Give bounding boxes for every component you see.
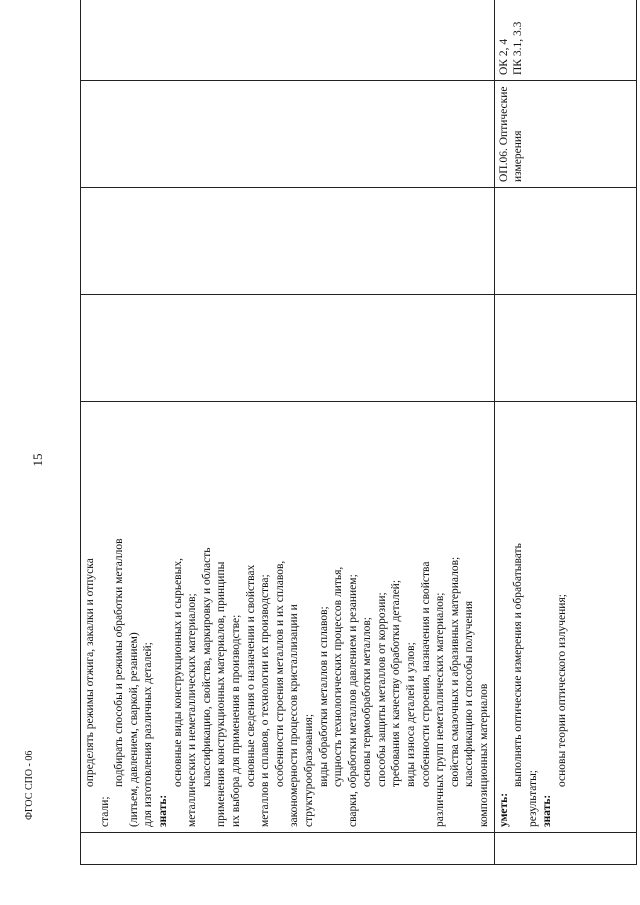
table-cell-requirements (81, 402, 495, 833)
requirement-line: применения конструкционных материалов, принципы (215, 561, 228, 827)
discipline-name: ОП.06. Оптические измерения (497, 86, 525, 182)
requirement-line: определять режимы отжига, закалки и отпуска (84, 558, 96, 787)
requirement-line: способы защиты металлов от коррозии; (375, 592, 388, 787)
competency-table-page (80, 21, 568, 865)
table-cell-competencies (81, 0, 495, 81)
requirement-line: основные виды конструкционных и сырьевых, (171, 558, 184, 787)
table-row (81, 0, 495, 865)
requirement-line: композиционных материалов (478, 683, 491, 827)
requirement-line: структурообразования; (302, 713, 315, 827)
requirement-line: классификацию, свойства, маркировку и область (200, 547, 213, 787)
requirement-line: закономерности процессов кристаллизации и (288, 604, 301, 827)
requirement-line: результаты; (526, 769, 539, 827)
requirement-line: сварки, обработки металлов давлением и резанием; (346, 574, 359, 827)
table-cell-hours-class (81, 188, 495, 295)
requirement-line: особенности строения, назначения и свойства (419, 561, 432, 787)
requirement-line: различных групп неметаллических материалов; (434, 592, 447, 827)
competency-ok: ОК 2, 4 (497, 38, 510, 75)
table-cell-index (81, 833, 495, 865)
requirement-line: свойства смазочных и абразивных материалов; (448, 556, 461, 787)
table-cell-index (494, 833, 636, 865)
requirement-line: требования к качеству обработки деталей; (390, 579, 403, 787)
requirement-line: основные сведения о назначении и свойствах (244, 564, 257, 787)
requirement-line: виды обработки металлов и сплавов; (317, 606, 330, 787)
requirement-line: основы термообработки металлов; (361, 617, 374, 787)
requirement-line: основы теории оптического излучения; (556, 594, 568, 787)
competency-pk: ПК 3.1, 3.3 (512, 21, 525, 75)
table-cell-requirements (494, 402, 636, 833)
table-cell-discipline (494, 81, 636, 188)
requirement-line: подбирать способы и режимы обработки металлов (113, 538, 126, 787)
table-cell-competencies (494, 0, 636, 81)
requirement-line: сущность технологических процессов литья, (332, 566, 345, 787)
requirement-line: (литьем, давлением, сваркой, резанием) (127, 632, 140, 827)
requirement-line: виды износа деталей и узлов; (405, 642, 418, 787)
requirement-line: для изготовления различных деталей; (142, 642, 155, 827)
requirement-line: металлических и неметаллических материалов; (186, 593, 199, 827)
table-cell-hours-class (494, 188, 636, 295)
section-label-can: уметь: (497, 792, 510, 827)
competency-table (80, 0, 637, 865)
requirement-line: особенности строения металлов и их сплавов, (273, 560, 286, 787)
requirement-line: металлов и сплавов, о технологии их производства; (259, 574, 272, 827)
section-label-know: знать: (541, 794, 554, 827)
requirement-line: их выбора для применения в производстве; (229, 614, 242, 827)
document-footer: ФГОС СПО - 06 (24, 750, 35, 820)
requirement-line: классификацию и способы получения (463, 600, 476, 787)
requirement-line: стали; (98, 796, 111, 827)
table-cell-discipline (81, 81, 495, 188)
table-cell-hours-max (494, 295, 636, 402)
table-row (494, 0, 636, 865)
table-cell-hours-max (81, 295, 495, 402)
page-number: 15 (30, 453, 45, 467)
requirement-line: выполнять оптические измерения и обрабатывать (512, 543, 525, 787)
section-label-know: знать: (156, 794, 169, 827)
